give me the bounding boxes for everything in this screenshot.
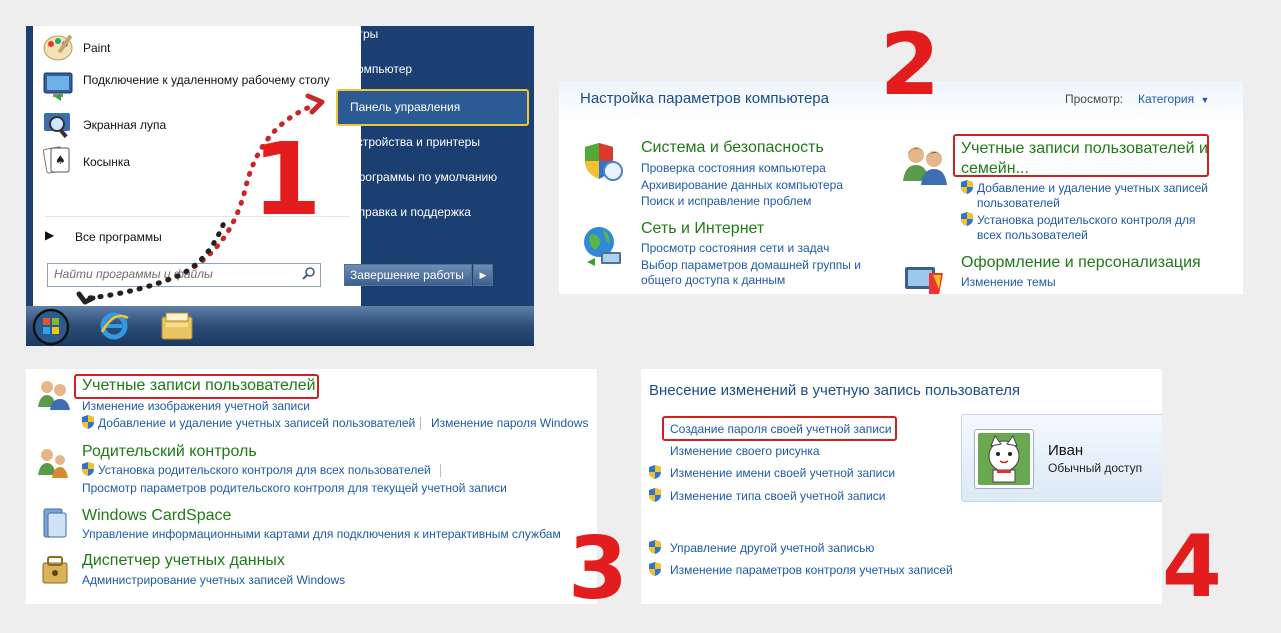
- users-icon: [901, 141, 951, 192]
- link-uac-settings-label: Изменение параметров контроля учетных записей: [670, 563, 953, 577]
- shutdown-options-button[interactable]: ▶: [473, 264, 493, 286]
- start-item-games[interactable]: Игры: [350, 27, 379, 41]
- step-number-1: 1: [252, 121, 322, 238]
- step-number-4: 4: [1162, 517, 1222, 617]
- link-parental-controls-for-all-label: Установка родительского контроля для всех пользователей: [98, 463, 431, 477]
- section-parental-controls[interactable]: Родительский контроль: [82, 443, 257, 460]
- link-change-theme[interactable]: Изменение темы: [961, 275, 1056, 289]
- parental-controls-icon: [36, 445, 72, 484]
- link-change-account-name-label: Изменение имени своей учетной записи: [670, 466, 896, 480]
- link-add-remove-user-accounts[interactable]: [82, 415, 415, 431]
- category-personalization[interactable]: Оформление и персонализация: [961, 254, 1201, 271]
- view-dropdown-value: Категория: [1138, 92, 1195, 106]
- link-change-account-picture[interactable]: Изменение изображения учетной записи: [82, 399, 310, 413]
- lucky-cat-avatar-icon: [975, 430, 1033, 488]
- category-user-accounts-line2: семейн...: [961, 160, 1029, 177]
- category-system-security[interactable]: Система и безопасность: [641, 139, 824, 156]
- link-manage-information-cards[interactable]: Управление информационными картами для подключения к интерактивным службам: [82, 527, 561, 541]
- control-panel-title: Настройка параметров компьютера: [580, 90, 829, 107]
- uac-shield-icon: [82, 462, 94, 476]
- view-label: Просмотр:: [1065, 92, 1124, 106]
- shutdown-button[interactable]: [344, 264, 472, 286]
- start-item-computer[interactable]: Компьютер: [350, 62, 413, 76]
- uac-shield-icon: [649, 488, 661, 502]
- link-uac-settings[interactable]: [649, 562, 953, 578]
- users-icon: [36, 377, 72, 416]
- uac-shield-icon: [961, 180, 973, 194]
- program-magnifier[interactable]: Экранная лупа: [83, 118, 167, 132]
- link-change-account-type-label: Изменение типа своей учетной записи: [670, 489, 886, 503]
- start-item-default-programs[interactable]: Программы по умолчанию: [350, 170, 498, 184]
- link-parental-controls-for-all[interactable]: [82, 462, 431, 478]
- link-add-remove-user-accounts-label: Добавление и удаление учетных записей пользователей: [98, 416, 416, 430]
- uac-shield-icon: [649, 465, 661, 479]
- step-number-3: 3: [568, 519, 628, 619]
- link-parental-controls-all[interactable]: [961, 212, 1196, 228]
- link-change-picture[interactable]: Изменение своего рисунка: [670, 444, 820, 458]
- cardspace-icon: [40, 507, 70, 544]
- uac-shield-icon: [961, 212, 973, 226]
- section-credential-manager[interactable]: Диспетчер учетных данных: [82, 552, 285, 569]
- link-homegroup-options[interactable]: Выбор параметров домашней группы и: [641, 258, 861, 272]
- link-view-parental-settings[interactable]: Просмотр параметров родительского контроля для текущей учетной записи: [82, 481, 507, 495]
- link-check-computer-status[interactable]: Проверка состояния компьютера: [641, 161, 826, 175]
- program-solitaire[interactable]: Косынка: [83, 155, 131, 169]
- link-change-account-name[interactable]: [649, 465, 895, 481]
- link-add-remove-accounts[interactable]: [961, 180, 1208, 196]
- section-windows-cardspace[interactable]: Windows CardSpace: [82, 507, 232, 524]
- link-parental-controls-all-cont[interactable]: всех пользователей: [977, 228, 1088, 242]
- link-manage-windows-credentials[interactable]: Администрирование учетных записей Windows: [82, 573, 346, 587]
- security-shield-icon: [581, 139, 627, 188]
- link-separator: [420, 417, 421, 430]
- program-paint[interactable]: Paint: [83, 41, 111, 55]
- link-create-password[interactable]: Создание пароля своей учетной записи: [670, 422, 892, 436]
- network-globe-icon: [581, 224, 627, 275]
- avatar: [974, 429, 1034, 489]
- section-user-accounts[interactable]: Учетные записи пользователей: [82, 377, 316, 394]
- link-parental-controls-all-label: Установка родительского контроля для: [977, 213, 1196, 227]
- link-add-remove-accounts-cont[interactable]: пользователей: [977, 196, 1060, 210]
- start-item-help-support[interactable]: Справка и поддержка: [350, 205, 471, 219]
- personalization-icon: [903, 263, 949, 294]
- link-backup-computer[interactable]: Архивирование данных компьютера: [641, 178, 843, 192]
- start-item-devices-printers[interactable]: Устройства и принтеры: [350, 135, 480, 149]
- category-network-internet[interactable]: Сеть и Интернет: [641, 220, 765, 237]
- shutdown-label: Завершение работы: [350, 268, 464, 282]
- account-changes-window: [641, 369, 1162, 604]
- category-user-accounts[interactable]: [961, 139, 1208, 179]
- search-placeholder: Найти программы и файлы: [54, 267, 213, 281]
- user-accounts-window: [26, 369, 597, 604]
- uac-shield-icon: [82, 415, 94, 429]
- account-changes-title: Внесение изменений в учетную запись пользователя: [649, 382, 1020, 399]
- view-dropdown[interactable]: [1138, 92, 1209, 106]
- user-tile: [961, 414, 1162, 502]
- start-item-control-panel[interactable]: Панель управления: [350, 100, 461, 114]
- link-change-account-type[interactable]: [649, 488, 885, 504]
- category-user-accounts-line1: Учетные записи пользователей и: [961, 140, 1208, 157]
- credential-manager-icon: [40, 555, 70, 590]
- link-manage-another-account-label: Управление другой учетной записью: [670, 541, 875, 555]
- user-type: Обычный доступ: [1048, 461, 1143, 475]
- user-name: Иван: [1048, 442, 1084, 459]
- chevron-down-icon: ▼: [1200, 95, 1210, 105]
- paint-icon: [43, 32, 77, 67]
- step-number-2: 2: [880, 15, 940, 115]
- play-triangle-icon: ▶: [45, 228, 55, 242]
- link-network-status[interactable]: Просмотр состояния сети и задач: [641, 241, 830, 255]
- program-remote-desktop[interactable]: Подключение к удаленному рабочему столу: [83, 73, 330, 87]
- uac-shield-icon: [649, 540, 661, 554]
- link-change-windows-password[interactable]: Изменение пароля Windows: [431, 416, 589, 430]
- uac-shield-icon: [649, 562, 661, 576]
- link-separator: [440, 464, 441, 477]
- link-troubleshoot[interactable]: Поиск и исправление проблем: [641, 194, 812, 208]
- all-programs-link[interactable]: Все программы: [75, 230, 162, 244]
- link-add-remove-accounts-label: Добавление и удаление учетных записей: [977, 181, 1209, 195]
- svg-text:♠: ♠: [55, 153, 66, 167]
- link-sharing-options[interactable]: общего доступа к данным: [641, 273, 786, 287]
- link-manage-another-account[interactable]: [649, 540, 874, 556]
